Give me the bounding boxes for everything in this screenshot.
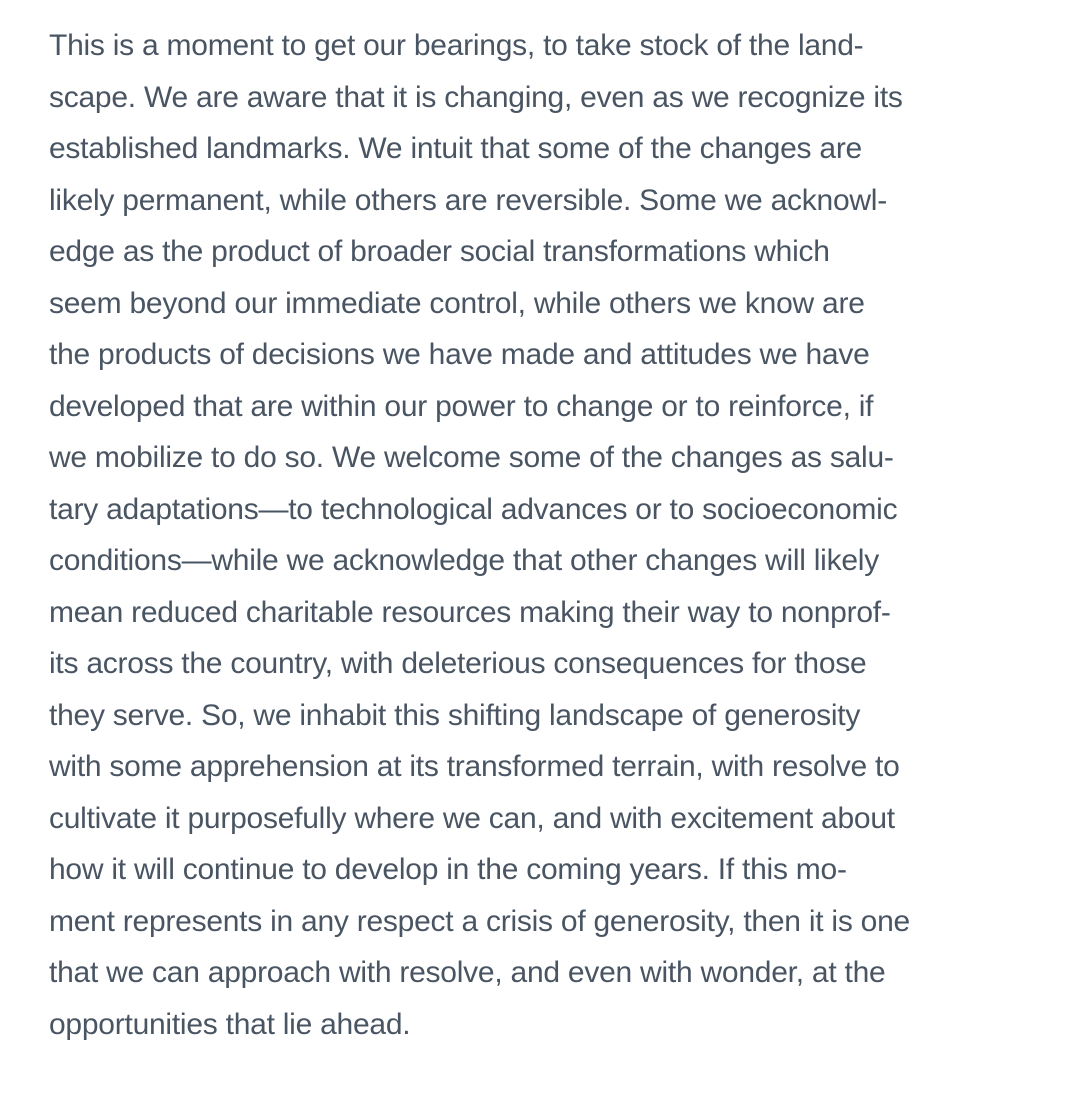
paragraph-line: cultivate it purposefully where we can, and with excitement about — [49, 801, 895, 835]
paragraph-line: tary adaptations—to technological advances or to socioeconomic — [49, 492, 898, 526]
paragraph-line: likely permanent, while others are reversible. Some we acknowl- — [49, 183, 887, 217]
paragraph-line: the products of decisions we have made and attitudes we have — [49, 338, 870, 371]
paragraph-line: ment represents in any respect a crisis of generosity, then it is one — [49, 904, 910, 938]
paragraph-line: This is a moment to get our bearings, to take stock of the land- — [49, 29, 864, 62]
paragraph-line: with some apprehension at its transformed terrain, with resolve to — [49, 750, 900, 783]
paragraph-line: conditions—while we acknowledge that other changes will likely — [49, 544, 879, 577]
body-paragraph — [49, 20, 1079, 1050]
paragraph-line: how it will continue to develop in the coming years. If this mo- — [49, 853, 847, 886]
paragraph-line: opportunities that lie ahead. — [49, 1007, 411, 1041]
paragraph-line: scape. We are aware that it is changing, even as we recognize its — [49, 80, 903, 114]
paragraph-line: we mobilize to do so. We welcome some of the changes as salu- — [49, 441, 894, 474]
paragraph-line: its across the country, with deleterious consequences for those — [49, 647, 867, 680]
paragraph-line: they serve. So, we inhabit this shifting landscape of generosity — [49, 698, 861, 732]
paragraph-line: mean reduced charitable resources making their way to nonprof- — [49, 595, 891, 629]
paragraph-line: developed that are within our power to change or to reinforce, if — [49, 389, 874, 423]
paragraph-line: seem beyond our immediate control, while others we know are — [49, 286, 865, 320]
paragraph-line: that we can approach with resolve, and even with wonder, at the — [49, 956, 886, 989]
paragraph-line: edge as the product of broader social transformations which — [49, 235, 830, 268]
paragraph-line: established landmarks. We intuit that some of the changes are — [49, 132, 862, 165]
